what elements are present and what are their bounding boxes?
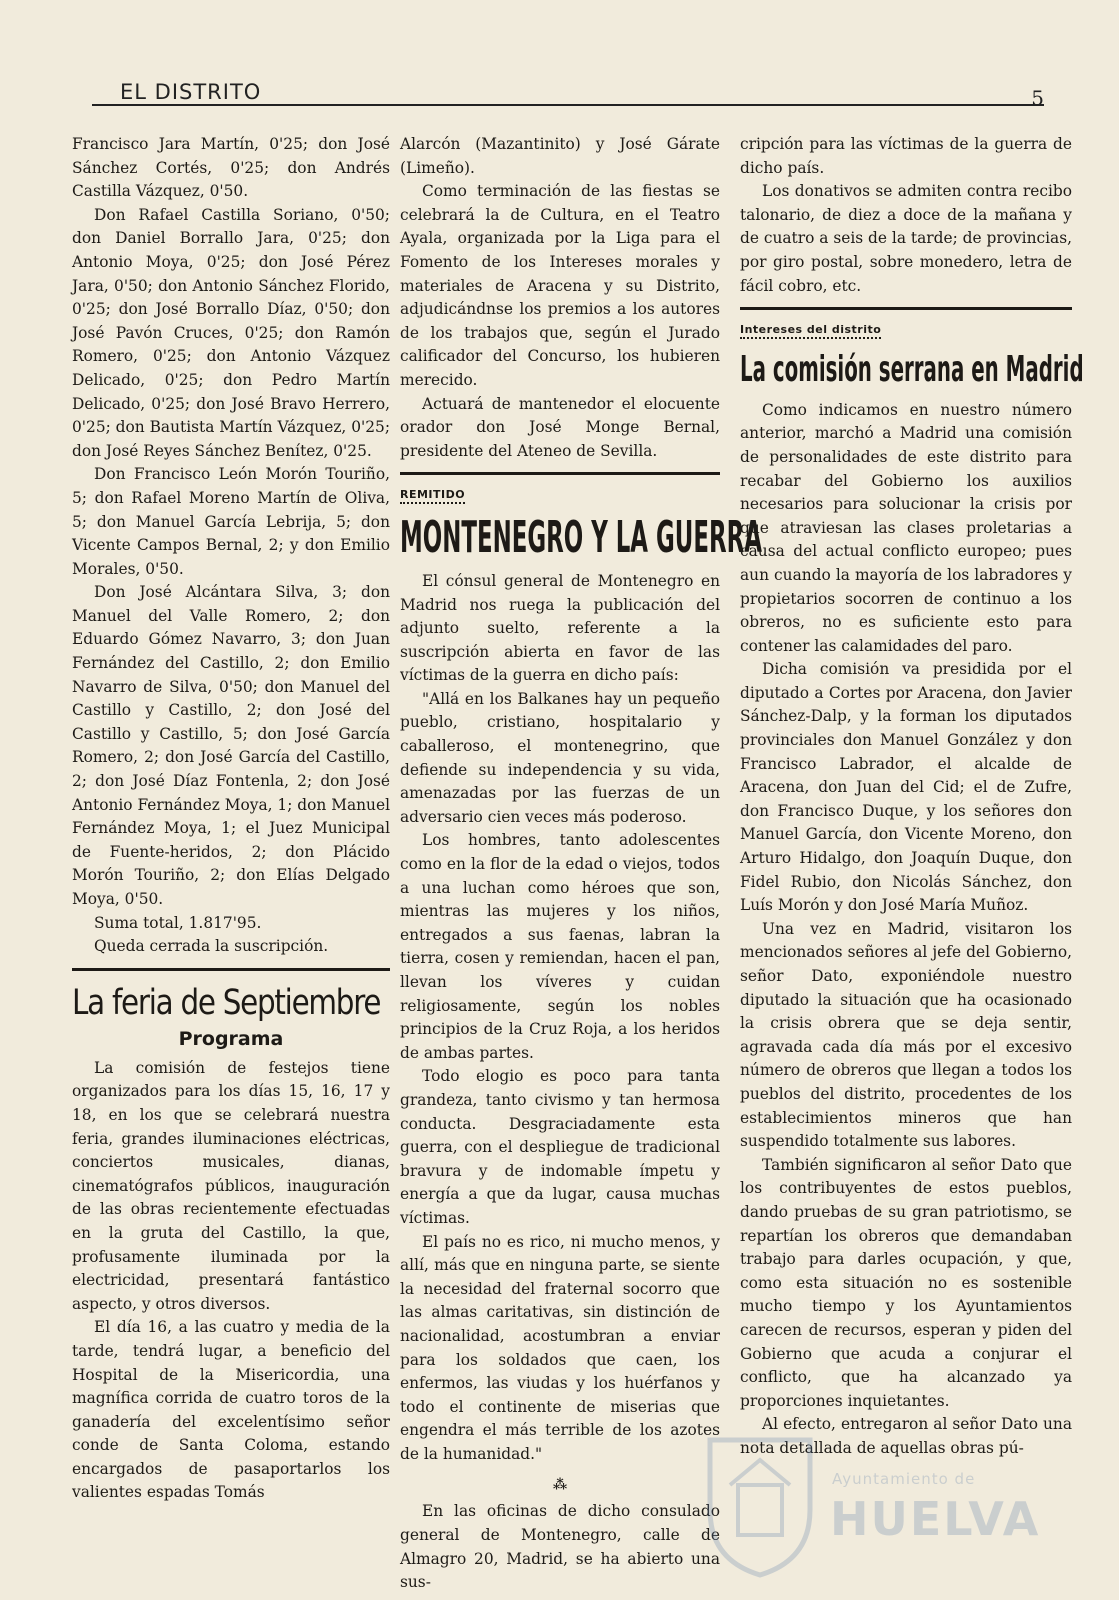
paragraph: Francisco Jara Martín, 0'25; don José Sánchez Cortés, 0'25; don Andrés Castilla Vázquez, 0'50. — [72, 135, 390, 201]
paragraph: Suma total, 1.817'95. — [94, 913, 262, 932]
column-2 — [400, 133, 762, 1595]
page-number: 5 — [1031, 86, 1044, 110]
paragraph: Una vez en Madrid, visitaron los mencionados señores al jefe del Gobierno, señor Dato, exponiéndole nuestro diputado la situación que ha ocasionado la crisis obrera que se deja sentir, agravada cada día más por el excesivo número de obreros que llegan a todos los pueblos del distrito, procedentes de los establecimientos mineros que han suspendido totalmente sus labores. — [740, 919, 1072, 1151]
section-kicker: REMITIDO — [400, 488, 465, 504]
paragraph: Dicha comisión va presidida por el diputado a Cortes por Aracena, don Javier Sánchez-Dalp, y la forman los diputados provinciales don Manuel González y don Francisco Labrador, el alcalde de Aracena, don Juan del Cid; el de Zufre, don Francisco Duque, y los señores don Manuel García, don Vicente Moreno, don Arturo Hidalgo, don Joaquín Duque, don Fidel Rubio, don Nicolás Sánchez, don Luís Morón y don José María Muñoz. — [740, 660, 1072, 915]
paragraph: Los hombres, tanto adolescentes como en la flor de la edad o viejos, todos a una luchan como héroes que son, mientras las mujeres y los niños, entregados a sus faenas, labran la tierra, cosen y remiendan, hacen el pan, llevan los víveres y cuidan religiosamente, según los nobles principios de la Cruz Roja, a los heridos de ambas partes. — [400, 831, 720, 1062]
paragraph: Don Francisco León Morón Touriño, 5; don Rafael Moreno Martín de Oliva, 5; don Manuel García Lebrija, 5; don Vicente Campos Bernal, 2; y don Emilio Morales, 0'50. — [72, 465, 390, 578]
asterism: ⁂ — [552, 1477, 568, 1494]
paragraph: Los donativos se admiten contra recibo talonario, de diez a doce de la mañana y de cuatro a seis de la tarde; de provincias, por giro postal, sobre monedero, letra de fácil cobro, etc. — [740, 182, 1073, 295]
paragraph: Como terminación de las fiestas se celebrará la de Cultura, en el Teatro Ayala, organizada por la Liga para el Fomento de los Intereses morales y materiales de Aracena y su Distrito, adjudicándnse los premios a los autores de los trabajos que, según el Jurado calificador del Concurso, los hubieren merecido. — [400, 182, 720, 389]
column-1 — [72, 133, 390, 1505]
paragraph: Queda cerrada la suscripción. — [94, 937, 329, 956]
paragraph: Todo elogio es poco para tanta grandeza, tanto civismo y tan hermosa conducta. Desgraciadamente esta guerra, con el despliegue de tradicional bravura y de indomable ímpetu y energía a que da lugar, causa muchas víctimas. — [400, 1067, 720, 1227]
paragraph: El día 16, a las cuatro y media de la tarde, tendrá lugar, a beneficio del Hospital de la Misericordia, una magnífica corrida de cuatro toros de la ganadería del excelentísimo señor conde de Santa Coloma, estando encargados de pasaportarlos los valientes espadas Tomás — [72, 1318, 390, 1502]
comision-headline: La comisión serrana en Madrid — [740, 348, 1084, 390]
page-header — [92, 80, 1044, 110]
montenegro-headline: MONTENEGRO Y LA GUERRA — [400, 511, 762, 563]
watermark-text: HUELVA — [830, 1492, 1041, 1546]
divider — [740, 307, 1072, 310]
paragraph: "Allá en los Balkanes hay un pequeño pueblo, cristiano, hospitalario y caballeroso, el montenegrino, que defiende su independencia y su vida, amenazadas por las fuerzas de un adversario cien veces más poderoso. — [400, 689, 720, 826]
paragraph: Como indicamos en nuestro número anterior, marchó a Madrid una comisión de personalidades de este distrito para recabar del Gobierno los auxilios necesarios para solucionar la crisis por que atraviesan las clases proletarias a causa del actual conflicto europeo; pues aun cuando la mayoría de los labradores y propietarios socorren de continuo a los obreros, no es suficiente esto para contener las calamidades del paro. — [740, 400, 1072, 655]
column-3 — [740, 133, 1084, 1460]
divider — [72, 968, 390, 971]
paragraph: Actuará de mantenedor el elocuente orador don José Monge Bernal, presidente del Ateneo de Sevilla. — [400, 394, 720, 460]
section-kicker: Intereses del distrito — [740, 323, 881, 339]
divider — [400, 472, 720, 475]
paragraph: El país no es rico, ni mucho menos, y allí, más que en ninguna parte, se siente la necesidad del fraternal socorro que las almas caritativas, sin distinción de nacionalidad, acostumbran a enviar para los soldados que caen, los enfermos, las viudas y los huérfanos y todo el continente de miserias que engendra el más terrible de los azotes de la humanidad." — [400, 1232, 720, 1463]
paragraph: Alarcón (Mazantinito) y José Gárate (Limeño). — [400, 135, 720, 177]
paragraph: El cónsul general de Montenegro en Madrid nos ruega la publicación del adjunto suelto, referente a la suscripción abierta en favor de las víctimas de la guerra en dicho país: — [400, 571, 720, 685]
masthead: EL DISTRITO — [120, 80, 262, 104]
paragraph: En las oficinas de dicho consulado general de Montenegro, calle de Almagro 20, Madrid, se ha abierto una sus- — [400, 1502, 720, 1592]
watermark-subtext: Ayuntamiento de — [832, 1470, 976, 1488]
paragraph: Don Rafael Castilla Soriano, 0'50; don Daniel Borrallo Jara, 0'25; don Antonio Moya, 0'25; don José Pérez Jara, 0'50; don Antonio Sánchez Florido, 0'25; don José Borrallo Díaz, 0'50; don José Pavón Cruces, 0'25; don Ramón Romero, 0'25; don Antonio Vázquez Delicado, 0'25; don Pedro Martín Delicado, 0'25; don José Bravo Herrero, 0'25; don Bautista Martín Vázquez, 0'25; don José Reyes Sánchez Benítez, 0'25. — [72, 205, 391, 460]
paragraph: La comisión de festejos tiene organizados para los días 15, 16, 17 y 18, en los que se celebrará nuestra feria, grandes iluminaciones eléctricas, conciertos musicales, dianas, cinematógrafos públicos, inauguración de las obras recientemente efectuadas en la gruta del Castillo, la que, profusamente iluminada por la electricidad, presentará fantástico aspecto, y otros diversos. — [72, 1058, 390, 1313]
paragraph: También significaron al señor Dato que los contribuyentes de estos pueblos, dando pruebas de su gran patriotismo, se repartían los obreros que demandaban trabajo para darles ocupación, y que, como esta situación no es sostenible mucho tiempo y los Ayuntamientos carecen de recursos, esperan y piden del Gobierno que acuda a conjurar el conflicto, que ha alcanzado ya proporciones inquietantes. — [740, 1155, 1072, 1410]
paragraph: Al efecto, entregaron al señor Dato una nota detallada de aquellas obras pú- — [740, 1415, 1072, 1457]
feria-headline: La feria de Septiembre — [72, 982, 381, 1023]
feria-subheading: Programa — [178, 1027, 284, 1050]
paragraph: Don José Alcántara Silva, 3; don Manuel del Valle Romero, 2; don Eduardo Gómez Navarro, 3; don Juan Fernández del Castillo, 2; don Emilio Navarro de Silva, 0'50; don Manuel del Castillo y Castillo, 2; don José del Castillo y Castillo, 5; don José García Romero, 2; don José García del Castillo, 2; don José Díaz Fontenla, 2; don José Antonio Fernández Moya, 1; don Manuel Fernández Moya, 1; el Juez Municipal de Fuente-heridos, 2; don Plácido Morón Touriño, 2; don Elías Delgado Moya, 0'50. — [72, 583, 390, 908]
paragraph: cripción para las víctimas de la guerra de dicho país. — [740, 135, 1072, 177]
